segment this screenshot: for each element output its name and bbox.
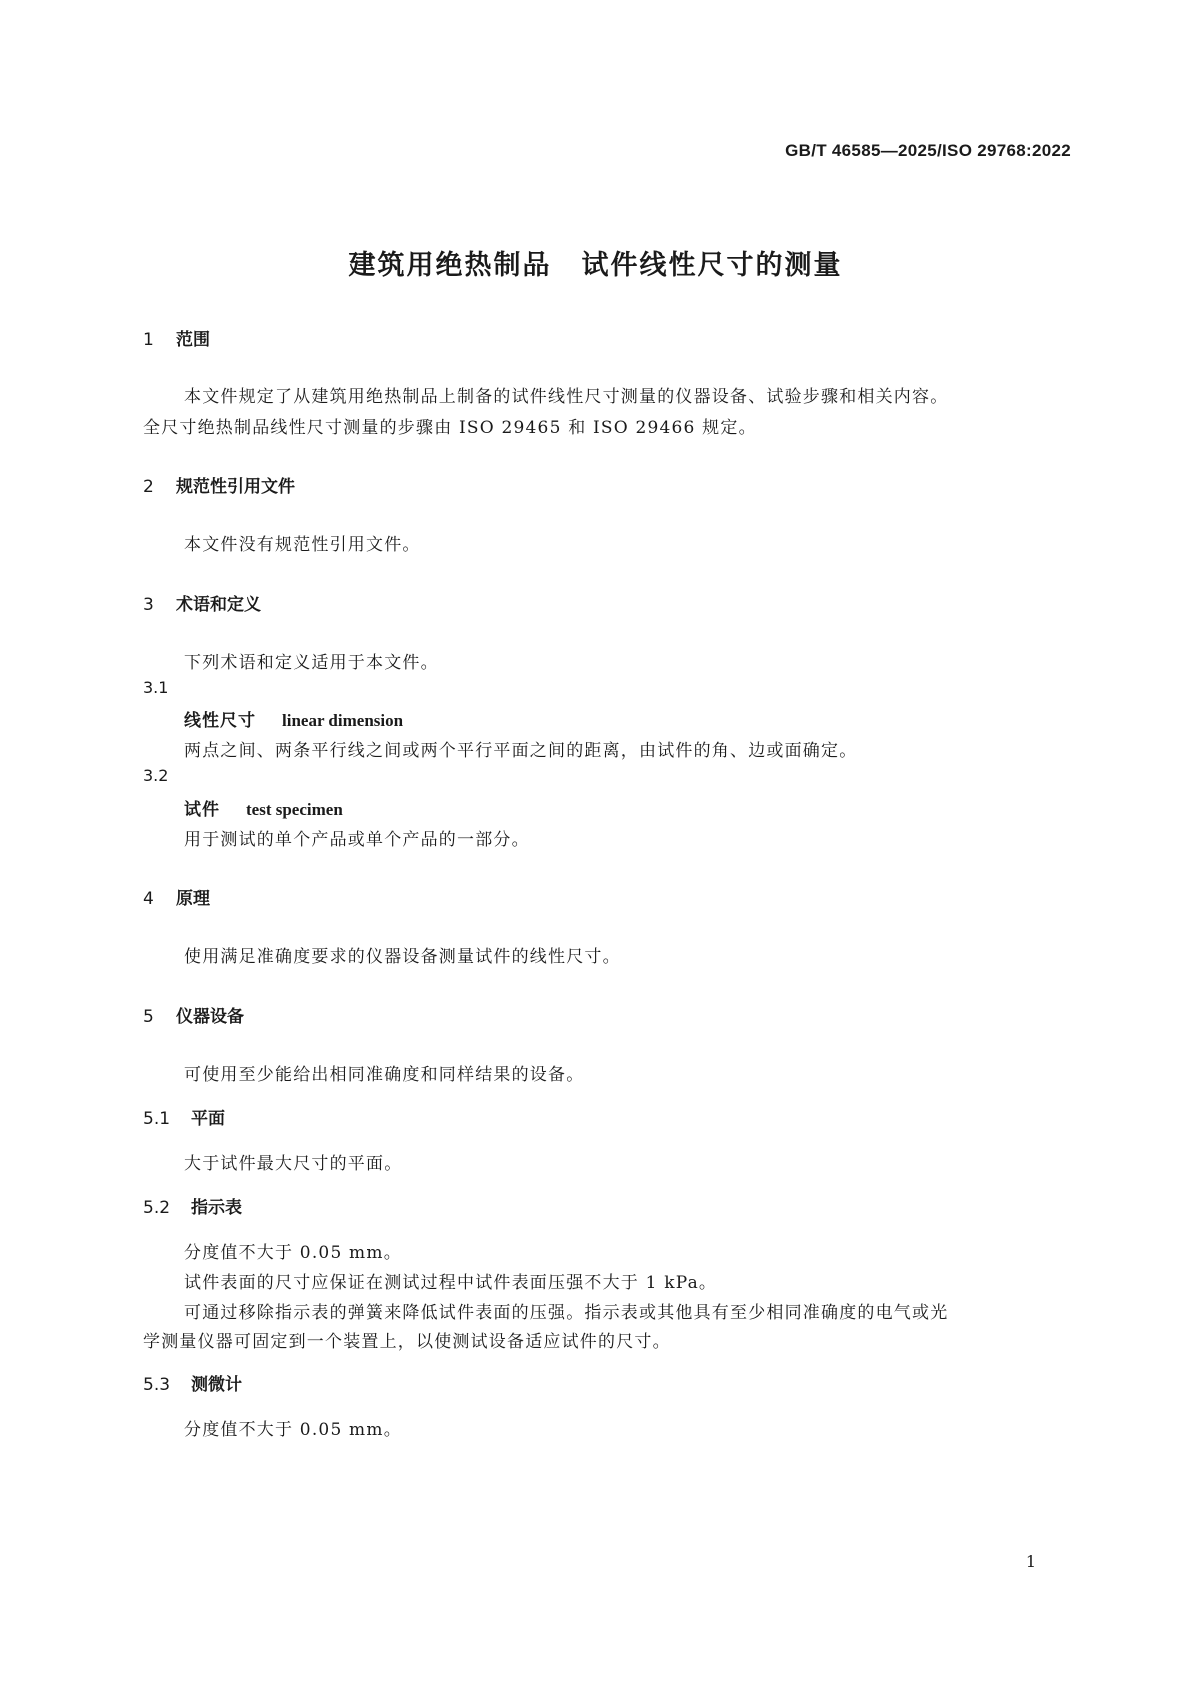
term-chinese: 线性尺寸 [184,711,256,731]
term-english: test specimen [246,800,343,819]
normative-references-paragraph: 本文件没有规范性引用文件。 [184,535,421,555]
section-title: 指示表 [191,1198,242,1218]
section-5-1-heading [143,1104,225,1129]
apparatus-paragraph: 可使用至少能给出相同准确度和同样结果的设备。 [184,1065,585,1085]
dial-gauge-paragraph-3-line-2: 学测量仪器可固定到一个装置上，以使测试设备适应试件的尺寸。 [143,1332,671,1352]
section-5-2-heading [143,1193,242,1218]
dial-gauge-paragraph-1: 分度值不大于 0.05 mm。 [184,1243,402,1263]
term-3-2-definition: 用于测试的单个产品或单个产品的一部分。 [184,830,530,850]
micrometer-paragraph: 分度值不大于 0.05 mm。 [184,1420,402,1440]
title-part-1: 建筑用绝热制品 [348,250,552,281]
section-number: 4 [143,889,154,909]
section-number: 1 [143,330,154,350]
section-number: 5 [143,1007,154,1027]
term-3-2-name [184,795,343,820]
term-3-1-name [184,706,403,731]
section-title: 术语和定义 [176,595,261,615]
section-number: 2 [143,477,154,497]
section-title: 原理 [176,889,210,909]
flat-surface-paragraph: 大于试件最大尺寸的平面。 [184,1154,403,1174]
term-3-1-number: 3.1 [143,678,169,697]
section-1-heading [143,325,210,350]
scope-paragraph-line-1: 本文件规定了从建筑用绝热制品上制备的试件线性尺寸测量的仪器设备、试验步骤和相关内容。 [184,387,949,407]
section-number: 5.2 [143,1198,171,1218]
section-5-3-heading [143,1370,242,1395]
section-2-heading [143,472,295,497]
section-4-heading [143,884,210,909]
section-3-heading [143,590,261,615]
title-part-2: 试件线性尺寸的测量 [581,250,843,281]
section-title: 范围 [176,330,210,350]
terms-intro-paragraph: 下列术语和定义适用于本文件。 [184,653,439,673]
term-chinese: 试件 [184,800,220,820]
section-number: 5.3 [143,1375,171,1395]
term-english: linear dimension [282,711,404,730]
dial-gauge-paragraph-3-line-1: 可通过移除指示表的弹簧来降低试件表面的压强。指示表或其他具有至少相同准确度的电气或光 [184,1303,949,1323]
section-number: 5.1 [143,1109,171,1129]
document-title [0,243,1191,282]
section-title: 测微计 [191,1375,242,1395]
term-3-2-number: 3.2 [143,766,169,785]
page-number: 1 [1025,1552,1036,1571]
scope-paragraph-line-2: 全尺寸绝热制品线性尺寸测量的步骤由 ISO 29465 和 ISO 29466 规定。 [143,418,757,438]
section-title: 平面 [191,1109,225,1129]
section-title: 仪器设备 [176,1007,244,1027]
section-title: 规范性引用文件 [176,477,295,497]
section-5-heading [143,1002,244,1027]
principle-paragraph: 使用满足准确度要求的仪器设备测量试件的线性尺寸。 [184,947,621,967]
standard-code: GB/T 46585—2025/ISO 29768:2022 [785,141,1071,160]
section-number: 3 [143,595,154,615]
dial-gauge-paragraph-2: 试件表面的尺寸应保证在测试过程中试件表面压强不大于 1 kPa。 [184,1273,718,1293]
term-3-1-definition: 两点之间、两条平行线之间或两个平行平面之间的距离，由试件的角、边或面确定。 [184,741,858,761]
